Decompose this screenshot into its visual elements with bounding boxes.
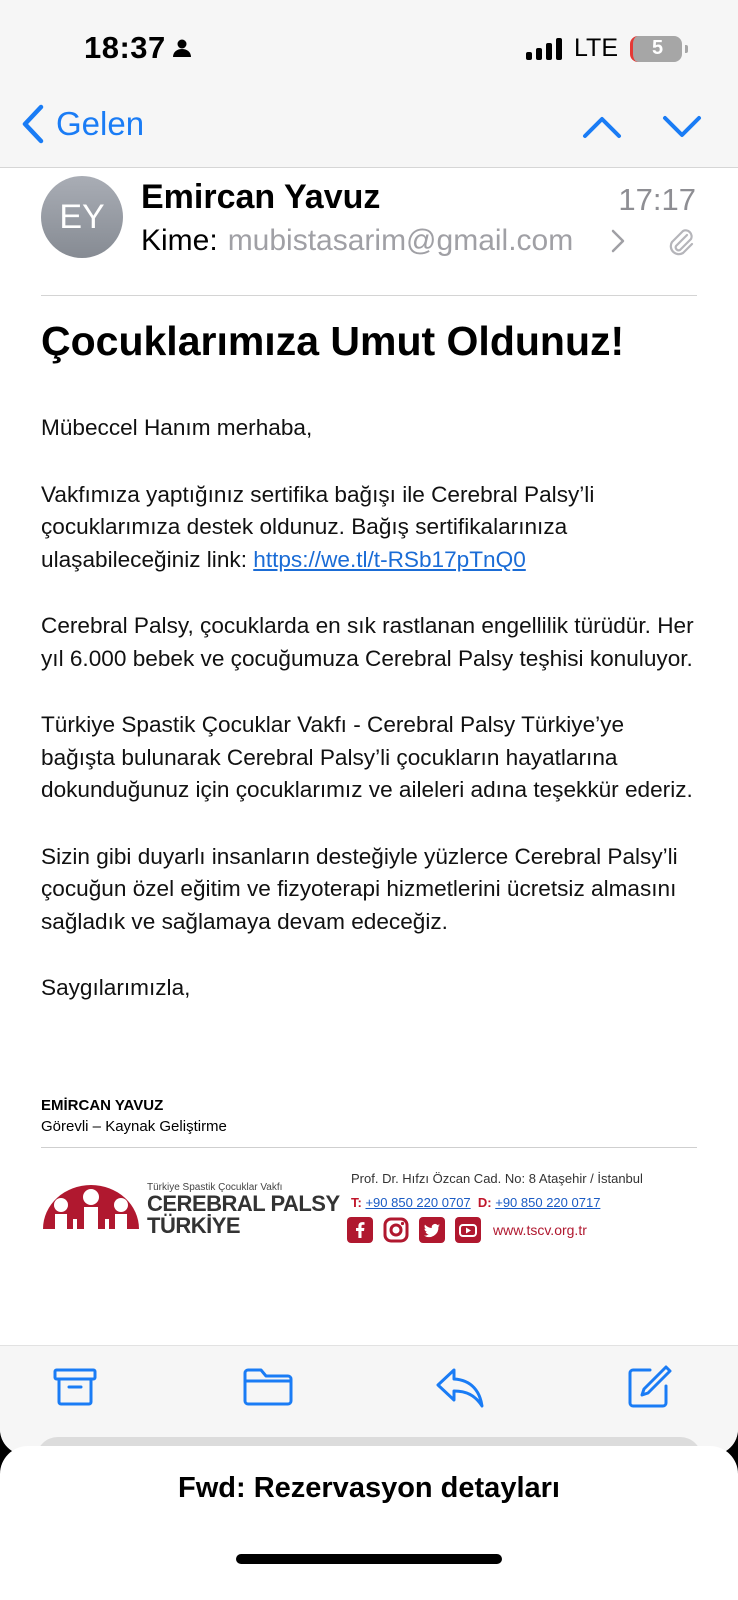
facebook-icon[interactable] <box>347 1217 373 1243</box>
greeting: Mübeccel Hanım merhaba, <box>41 415 313 440</box>
message-navigation <box>582 114 702 140</box>
address: Prof. Dr. Hıfzı Özcan Cad. No: 8 Ataşehir / İstanbul <box>351 1171 643 1186</box>
minimized-draft-sheet[interactable] <box>0 1446 738 1600</box>
paragraph-3: Türkiye Spastik Çocuklar Vakfı - Cerebral Palsy Türkiye’ye bağışta bulunarak Cerebral Palsy’li çocukların hayatlarına dokunduğunuz için çocuklarımız ve aileleri adına teşekkür ederiz. <box>41 712 693 802</box>
status-indicators <box>526 34 682 63</box>
fax-link[interactable]: +90 850 220 0717 <box>495 1195 601 1210</box>
email-time: 17:17 <box>618 182 696 217</box>
battery-level: 5 <box>651 37 664 59</box>
sender-name[interactable]: Emircan Yavuz <box>141 178 381 216</box>
clock: 18:37 <box>84 30 166 65</box>
cerebral-palsy-logo-icon <box>41 1179 141 1237</box>
back-label: Gelen <box>56 105 145 142</box>
person-icon <box>172 38 192 58</box>
paragraph-2: Cerebral Palsy, çocuklarda en sık rastlanan engellilik türüdür. Her yıl 6.000 bebek ve çocuğumuza Cerebral Palsy teşhisi konuluyor. <box>41 613 694 671</box>
navigation-bar <box>0 100 738 168</box>
back-button[interactable] <box>20 104 144 144</box>
twitter-icon[interactable] <box>419 1217 445 1243</box>
signature <box>41 1097 697 1238</box>
signature-name: EMİRCAN YAVUZ <box>41 1097 164 1114</box>
status-bar <box>0 0 738 100</box>
email-body <box>41 412 701 1039</box>
recipient-address: mubistasarim@gmail.com <box>227 224 574 257</box>
avatar[interactable]: EY <box>41 176 123 258</box>
website-link[interactable]: www.tscv.org.tr <box>493 1222 587 1238</box>
battery-icon <box>630 36 682 62</box>
email-header <box>0 168 738 296</box>
phone-line: T: +90 850 220 0707 D: +90 850 220 0717 <box>351 1195 601 1210</box>
next-message-button[interactable] <box>662 114 702 140</box>
compose-button[interactable] <box>626 1364 674 1410</box>
move-to-folder-button[interactable] <box>242 1364 294 1410</box>
paragraph-1: Vakfımıza yaptığınız sertifika bağışı ile Cerebral Palsy’li çocuklarımıza destek oldunuz. Bağış sertifikalarınıza ulaşabileceğiniz link: https://we.tl/t-RSb17pTnQ0 <box>41 481 595 572</box>
instagram-icon[interactable] <box>383 1217 409 1243</box>
chevron-left-icon <box>20 104 46 144</box>
network-type: LTE <box>574 34 618 62</box>
email-subject: Çocuklarımıza Umut Oldunuz! <box>41 318 625 364</box>
logo-foundation-name: Türkiye Spastik Çocuklar Vakfı <box>147 1182 283 1193</box>
signature-role: Görevli – Kaynak Geliştirme <box>41 1118 227 1135</box>
closing: Saygılarımızla, <box>41 975 191 1000</box>
chevron-right-icon[interactable] <box>610 228 626 254</box>
logo-wordmark: CEREBRAL PALSY TÜRKİYE <box>147 1191 340 1238</box>
status-time <box>84 30 192 66</box>
recipient-line[interactable] <box>141 224 573 258</box>
header-divider <box>41 295 697 296</box>
home-indicator[interactable] <box>236 1554 502 1564</box>
draft-title: Fwd: Rezervasyon detayları <box>178 1472 560 1504</box>
signature-divider <box>41 1147 697 1148</box>
paragraph-4: Sizin gibi duyarlı insanların desteğiyle yüzlerce Cerebral Palsy’li çocuğun özel eğitim ve fizyoterapi hizmetlerini ücretsiz almasını sağladık ve sağlamaya devam edeceğiz. <box>41 843 678 934</box>
youtube-icon[interactable] <box>455 1217 481 1243</box>
phone-link[interactable]: +90 850 220 0707 <box>365 1195 471 1210</box>
to-label: Kime: <box>141 224 218 257</box>
certificate-link[interactable]: https://we.tl/t-RSb17pTnQ0 <box>253 546 526 572</box>
social-links <box>347 1217 587 1243</box>
reply-button[interactable] <box>434 1364 486 1410</box>
signal-icon <box>526 38 562 60</box>
previous-message-button[interactable] <box>582 114 622 140</box>
contact-info <box>351 1171 643 1210</box>
archive-button[interactable] <box>52 1364 98 1410</box>
paperclip-icon[interactable] <box>666 226 696 256</box>
